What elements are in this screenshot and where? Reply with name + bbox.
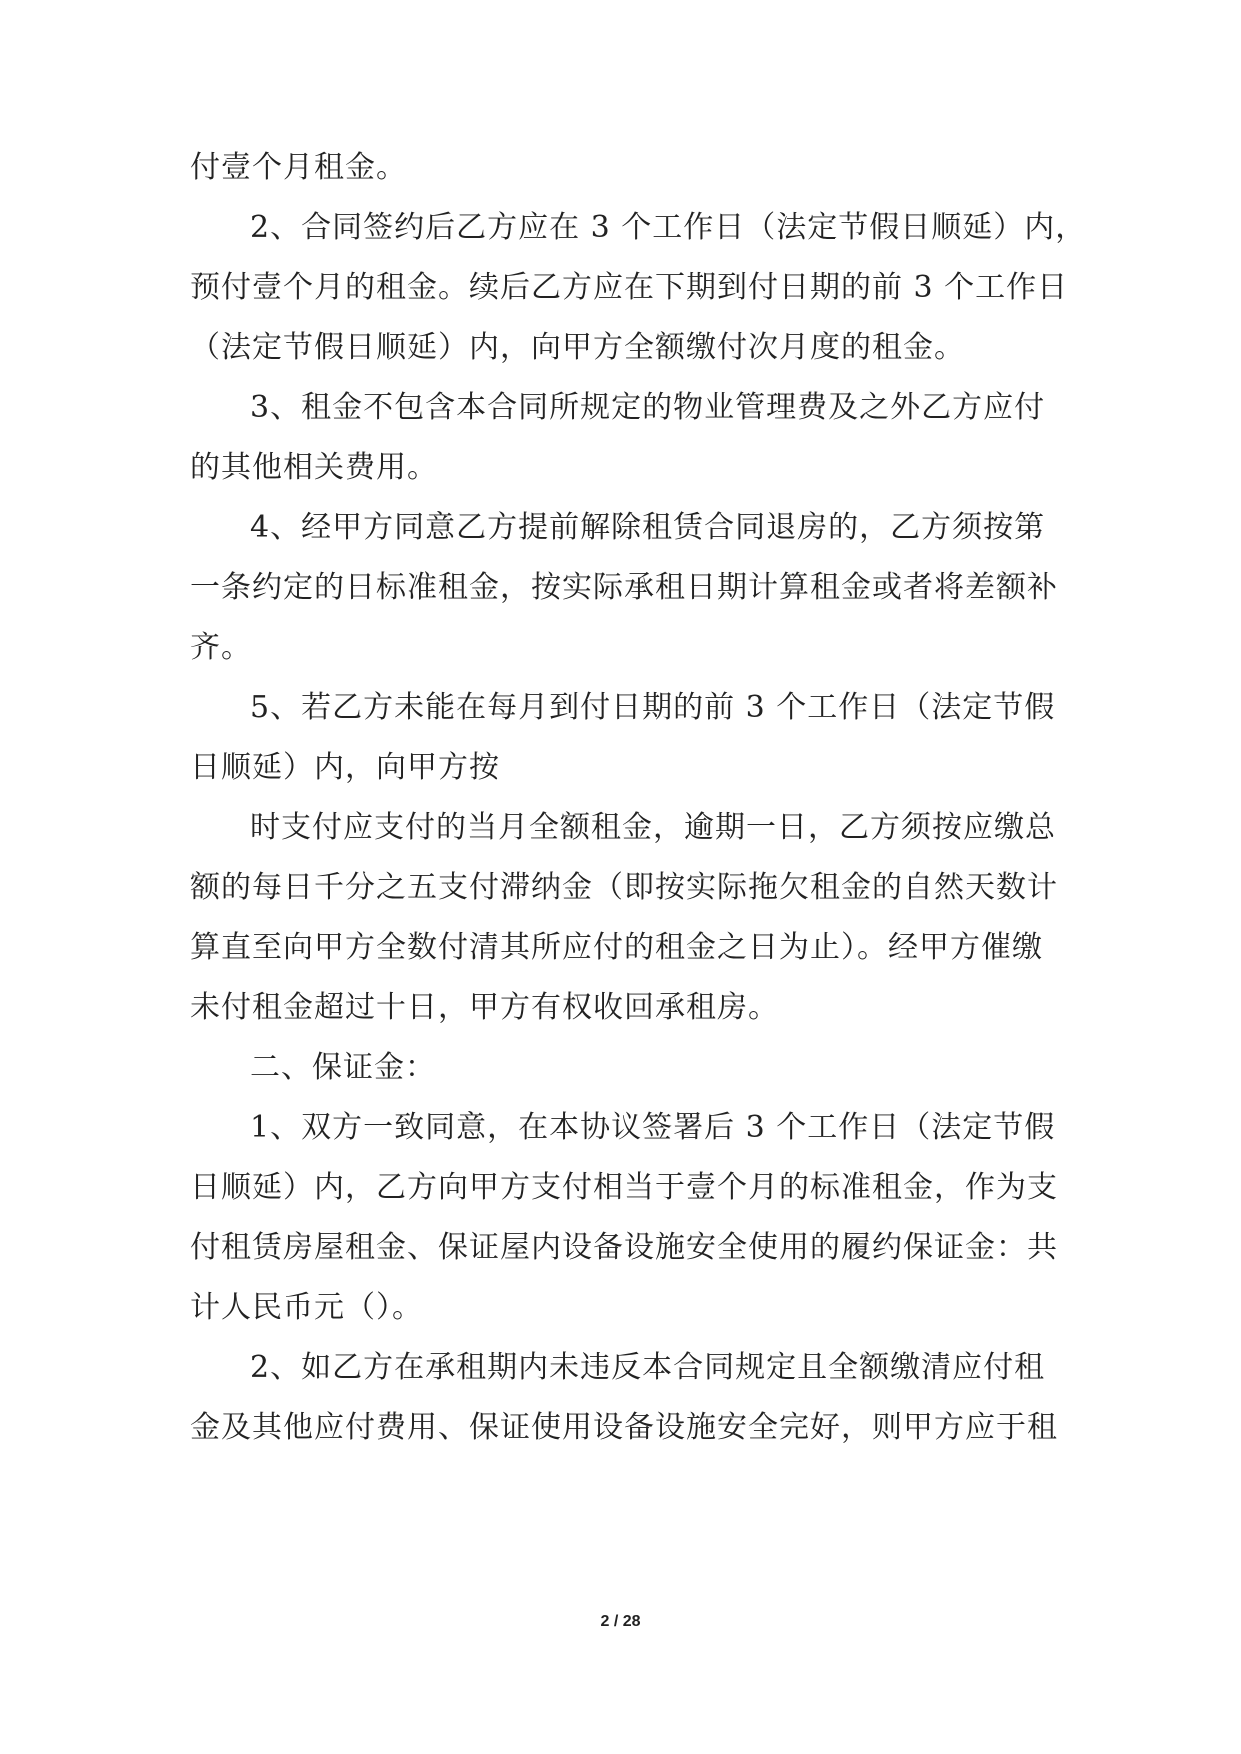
text-line: 日顺延）内，向甲方按 [190, 750, 500, 785]
text-line: 预付壹个月的租金。续后乙方应在下期到付日期的前 3 个工作日 [190, 270, 1069, 305]
text-line: 1、双方一致同意，在本协议签署后 3 个工作日（法定节假 [250, 1110, 1056, 1145]
page-number: 2 / 28 [600, 1613, 641, 1630]
text-line: （法定节假日顺延）内，向甲方全额缴付次月度的租金。 [190, 330, 965, 365]
text-line: 算直至向甲方全数付清其所应付的租金之日为止）。经甲方催缴 [190, 930, 1043, 965]
text-line: 齐。 [190, 630, 252, 665]
text-line: 5、若乙方未能在每月到付日期的前 3 个工作日（法定节假 [250, 690, 1056, 725]
text-line: 3、租金不包含本合同所规定的物业管理费及之外乙方应付 [250, 390, 1046, 425]
text-line: 的其他相关费用。 [190, 450, 438, 485]
text-line: 2、如乙方在承租期内未违反本合同规定且全额缴清应付租 [250, 1350, 1046, 1385]
text-line: 付租赁房屋租金、保证屋内设备设施安全使用的履约保证金：共 [190, 1230, 1058, 1265]
text-line: 计人民币元（）。 [190, 1290, 423, 1325]
text-line: 2、合同签约后乙方应在 3 个工作日（法定节假日顺延）内， [250, 210, 1087, 245]
text-line: 付壹个月租金。 [190, 150, 407, 185]
section-heading: 二、保证金： [250, 1050, 436, 1085]
text-line: 金及其他应付费用、保证使用设备设施安全完好，则甲方应于租 [190, 1410, 1058, 1445]
text-line: 额的每日千分之五支付滞纳金（即按实际拖欠租金的自然天数计 [190, 870, 1058, 905]
text-line: 未付租金超过十日，甲方有权收回承租房。 [190, 990, 779, 1025]
text-line: 时支付应支付的当月全额租金，逾期一日，乙方须按应缴总 [250, 810, 1056, 845]
text-line: 4、经甲方同意乙方提前解除租赁合同退房的，乙方须按第 [250, 510, 1046, 545]
text-line: 日顺延）内，乙方向甲方支付相当于壹个月的标准租金，作为支 [190, 1170, 1058, 1205]
text-line: 一条约定的日标准租金，按实际承租日期计算租金或者将差额补 [190, 570, 1058, 605]
